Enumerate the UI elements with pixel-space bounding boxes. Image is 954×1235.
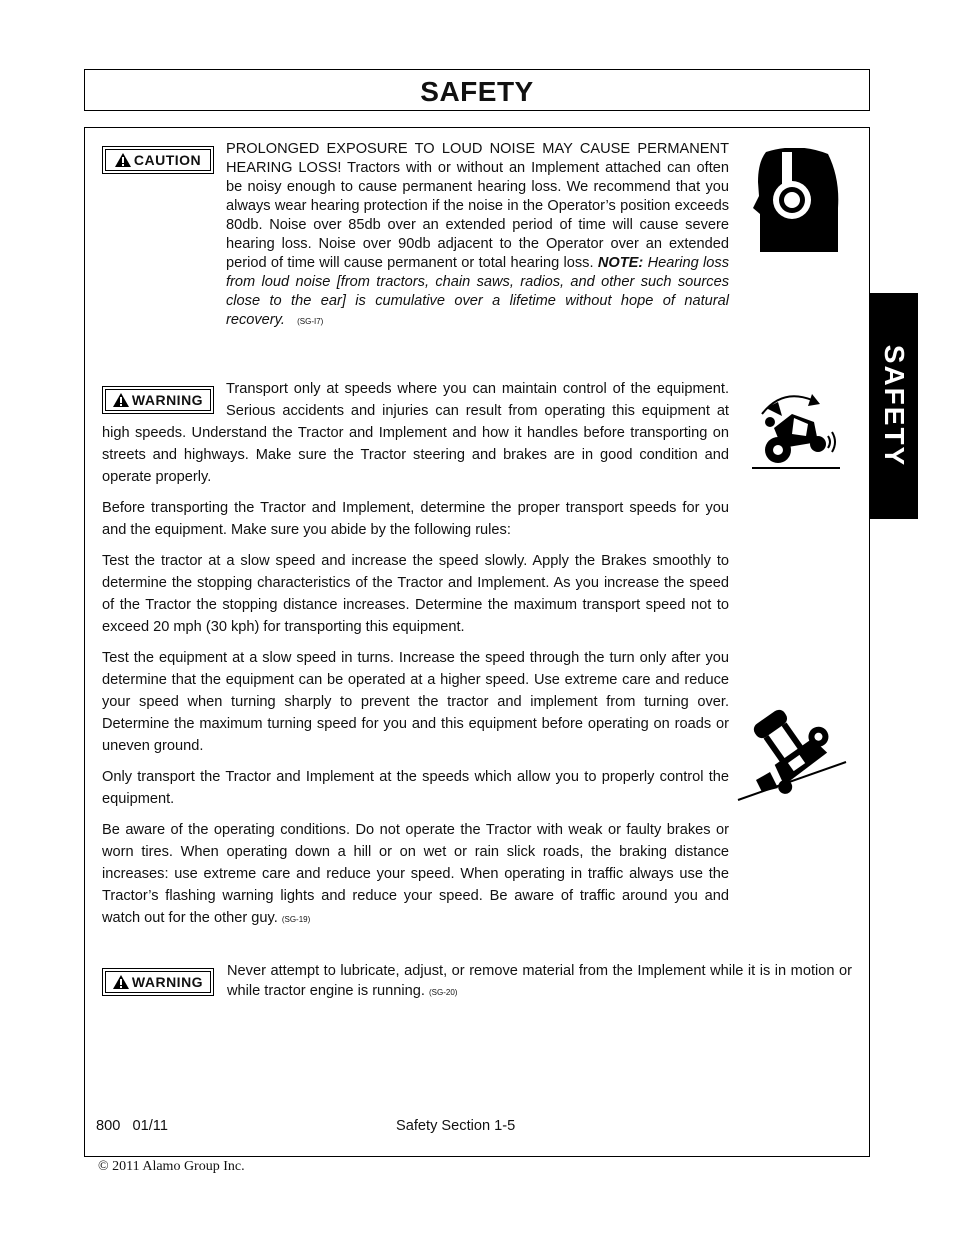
caution-paragraph <box>226 140 729 331</box>
lubricate-ref: (SG-20) <box>429 988 458 997</box>
note-label: NOTE: <box>597 255 644 271</box>
page-title: SAFETY <box>420 76 534 107</box>
alert-triangle-icon <box>115 153 131 167</box>
caution-label-text: CAUTION <box>133 152 202 168</box>
caution-body: Tractors with or without an Implement attached can often be noisy enough to cause permanent hearing loss. We recommend that you always wear hearing protection if the noise in the Operator’s position exceeds 80db. Noise over 85db over an extended period of time will cause severe hearing loss. Noise over 90db adjacent to the Operator over an extended period of time will cause permanent or total hearing loss. <box>226 160 729 271</box>
transport-ref: (SG-19) <box>281 915 311 924</box>
caution-label <box>102 146 214 174</box>
footer-doc-id: 800 01/11 <box>96 1118 168 1134</box>
note-text: Hearing loss from loud noise [from tractors, chain saws, radios, and other such sources close to the ear] is cumulative over a lifetime without hope of natural recovery. <box>226 255 729 328</box>
lubricate-warning-text: Never attempt to lubricate, adjust, or remove material from the Implement while it is in motion or while tractor engine is running. (SG-20) <box>227 963 852 999</box>
caution-lead: PROLONGED EXPOSURE TO LOUD NOISE MAY CAUSE PERMANENT HEARING LOSS! <box>226 141 729 176</box>
warning-label-text: WARNING <box>131 974 204 990</box>
warning-label-text: WARNING <box>131 392 204 408</box>
transport-paragraph: Before transporting the Tractor and Implement, determine the proper transport speeds for you and the equipment. Make sure you abide by the following rules: <box>102 500 729 538</box>
transport-paragraph-last: Be aware of the operating conditions. Do not operate the Tractor with weak or faulty brakes or worn tires. When operating down a hill or on wet or rain slick roads, the braking distance increases: use extreme care and reduce your speed. When operating in traffic always use the Tractor’s flashing warning lights and reduce your speed. Be aware of traffic around you and watch out for the other guy. (SG-19) <box>102 822 729 926</box>
tractor-rollover-icon <box>736 700 848 804</box>
tractor-speed-icon <box>752 384 842 472</box>
alert-triangle-icon <box>113 975 129 989</box>
copyright: © 2011 Alamo Group Inc. <box>98 1159 245 1174</box>
page-header <box>84 69 870 111</box>
warning-label-lubricate <box>102 968 214 996</box>
hearing-protection-icon <box>752 148 842 254</box>
caution-ref: (SG-I7) <box>297 317 324 326</box>
section-tab <box>869 293 918 519</box>
transport-intro: Transport only at speeds where you can maintain control of the equipment. Serious accidents and injuries can result from operating this equipment at high speeds. Understand the Tractor and Implement and how it handles before transporting on streets and highways. Make sure the Tractor steering and brakes are in good condition and operate properly. <box>102 381 729 485</box>
transport-paragraph: Test the tractor at a slow speed and increase the speed slowly. Apply the Brakes smoothly to determine the stopping characteristics of the Tractor and Implement. As you increase the speed of the Tractor the stopping distance increases. Determine the maximum transport speed not to exceed 20 mph (30 kph) for transporting this equipment. <box>102 553 729 635</box>
transport-paragraph: Only transport the Tractor and Implement at the speeds which allow you to properly control the equipment. <box>102 769 729 807</box>
footer-section: Safety Section 1-5 <box>396 1118 516 1134</box>
transport-rules <box>102 497 729 931</box>
section-tab-label: SAFETY <box>878 344 910 468</box>
transport-paragraph: Test the equipment at a slow speed in turns. Increase the speed through the turn only after you determine that the equipment can be operated at a higher speed. Use extreme care and reduce your speed when turning sharply to prevent the tractor and implement from turning over. Determine the maximum turning speed for you and this equipment before operating on roads or uneven ground. <box>102 650 729 754</box>
